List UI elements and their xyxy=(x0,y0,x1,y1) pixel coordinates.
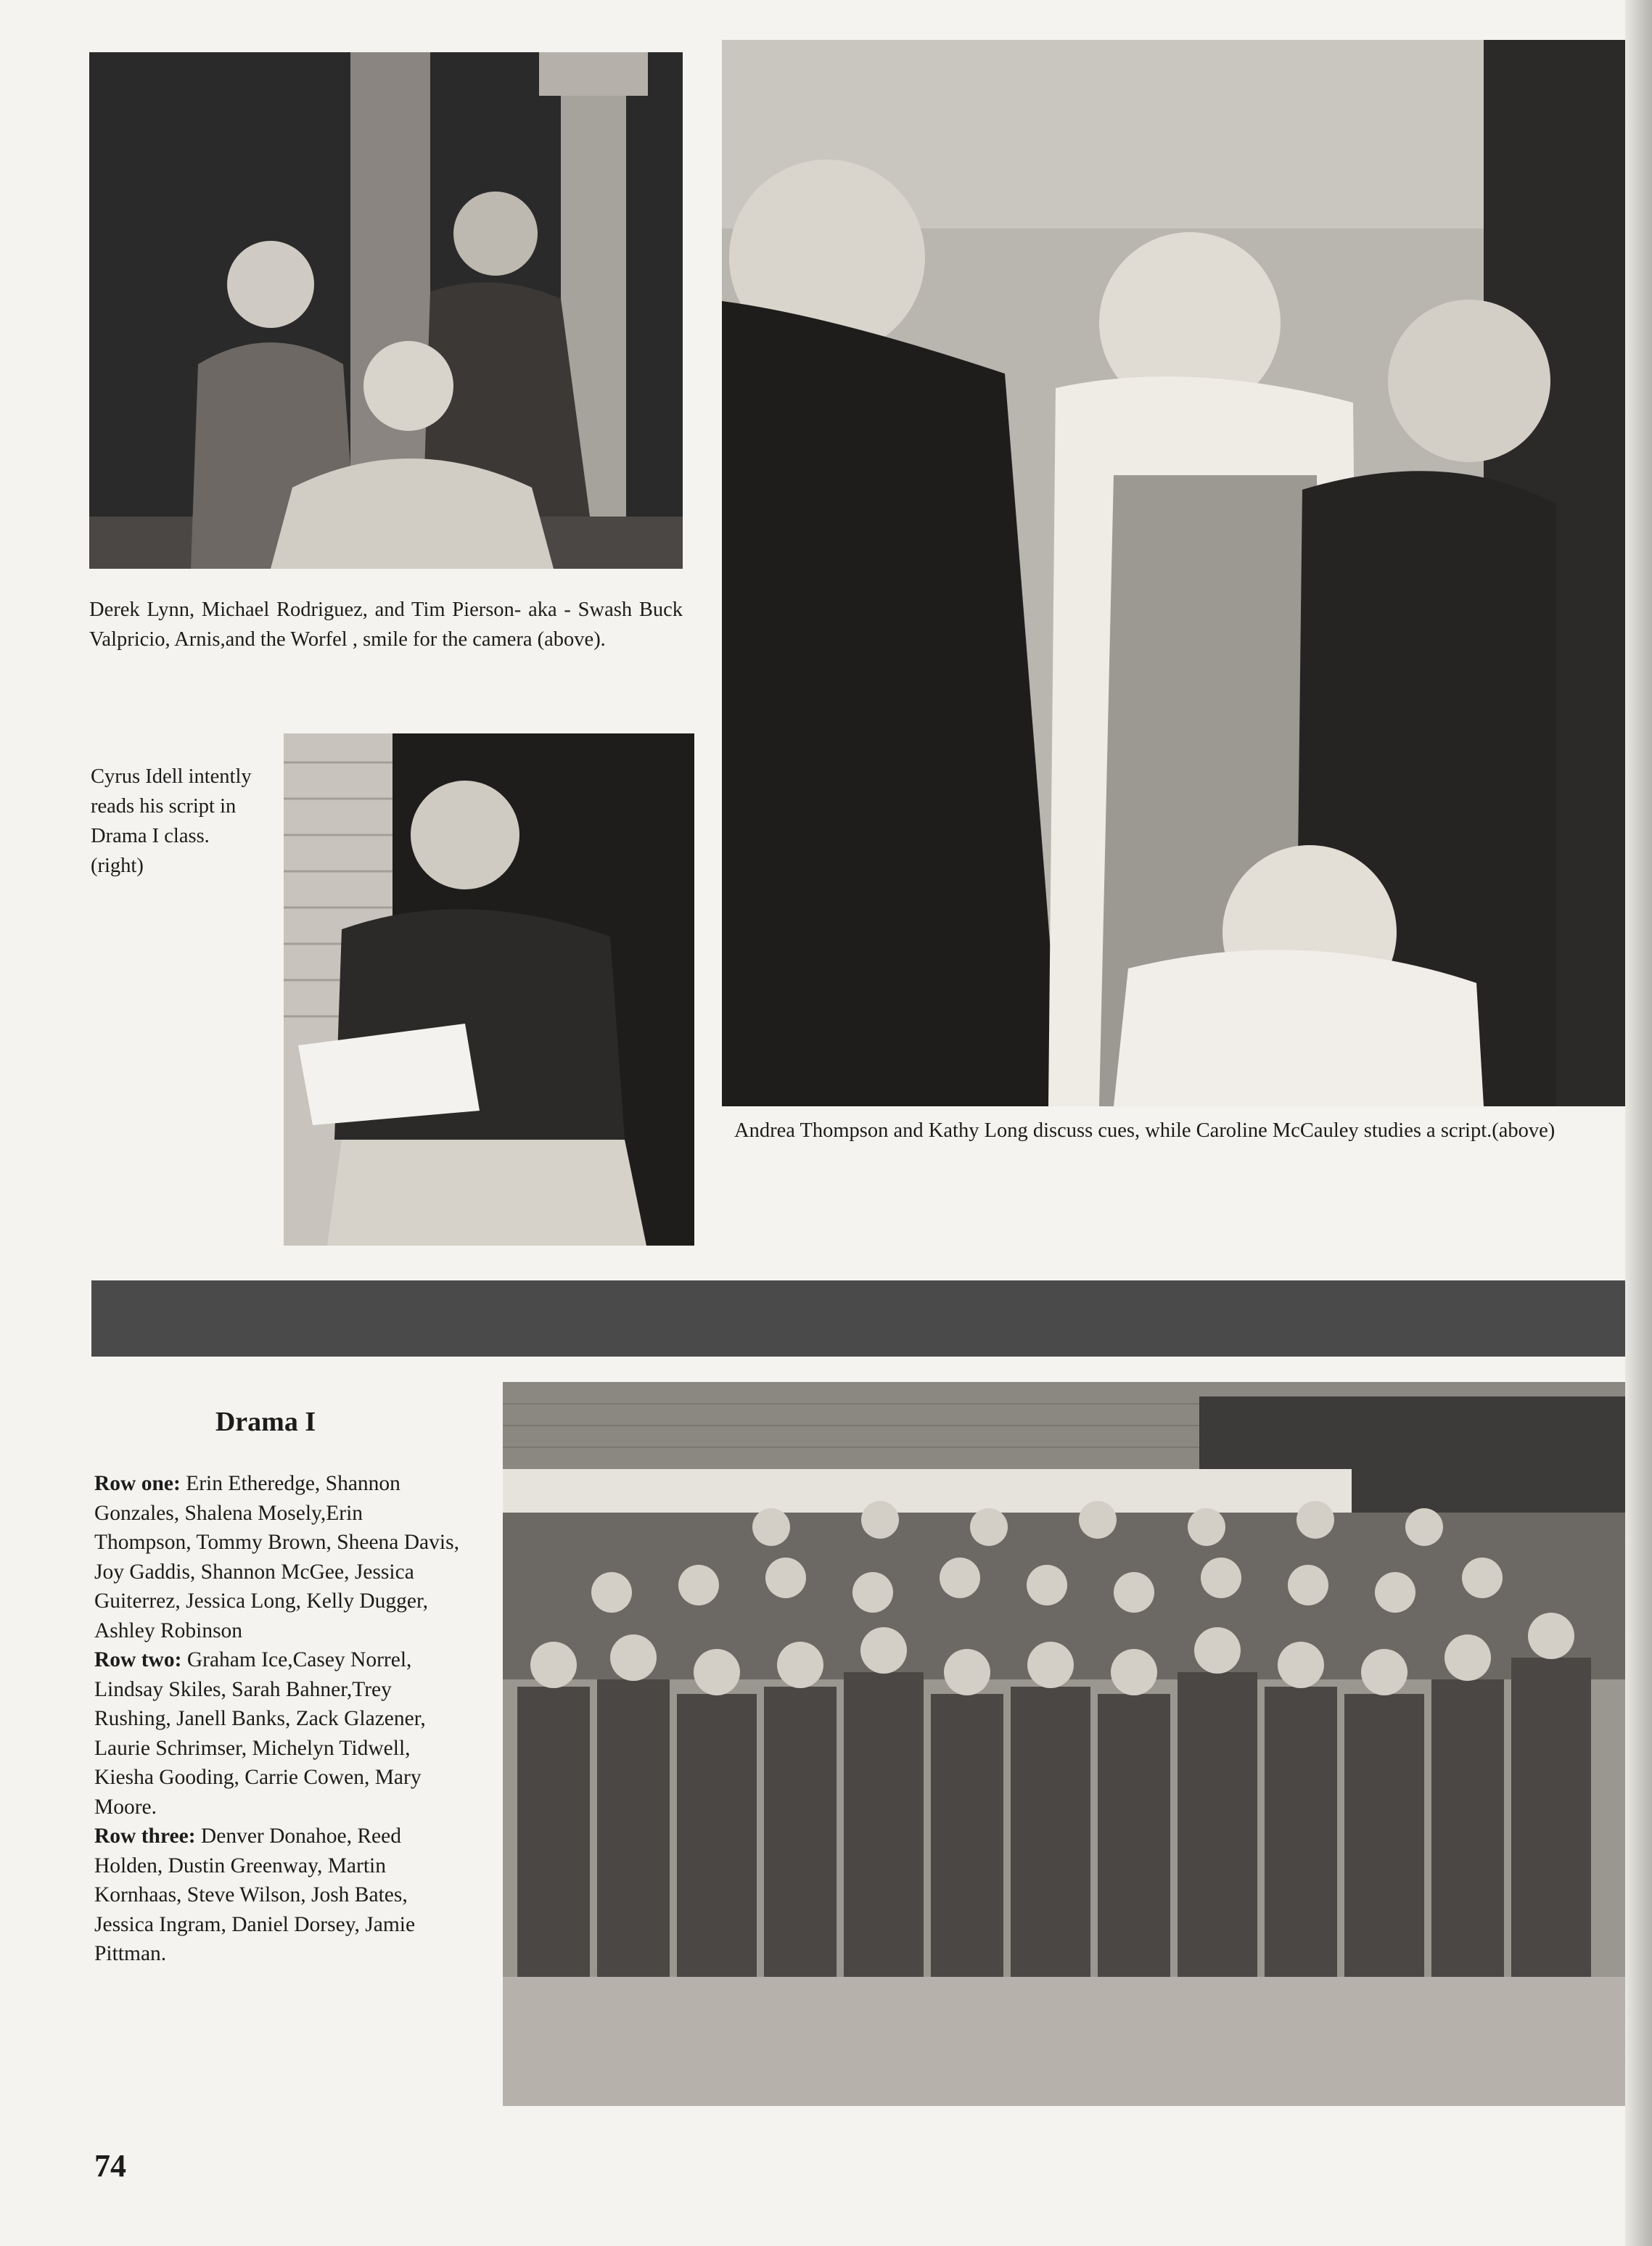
caption-students-discussing-cues: Andrea Thompson and Kathy Long discuss cues, while Caroline McCauley studies a script.(above) xyxy=(734,1119,1556,1142)
roster-row-two-names: Graham Ice,Casey Norrel, Lindsay Skiles, Sarah Bahner,Trey Rushing, Janell Banks, Zack Glazener, Laurie Schrimser, Michelyn Tidwell, Kiesha Gooding, Carrie Cowen, Mary Moore. xyxy=(94,1648,426,1819)
roster-row-three-label: Row three: xyxy=(94,1825,196,1848)
class-roster xyxy=(94,1469,464,1969)
photo-students-discussing-cues xyxy=(722,40,1625,1106)
photo-drama-class-group xyxy=(503,1382,1625,2106)
roster-row-two xyxy=(94,1645,464,1822)
photo-costumed-students xyxy=(89,52,683,569)
caption-student-reading-script: Cyrus Idell intently reads his script in Drama I class.(right) xyxy=(91,765,252,877)
section-title: Drama I xyxy=(215,1407,316,1437)
roster-row-three xyxy=(94,1822,464,1969)
section-divider-band xyxy=(91,1280,1625,1357)
roster-row-two-label: Row two: xyxy=(94,1648,182,1671)
photo-student-reading-script xyxy=(284,733,694,1246)
roster-row-one-label: Row one: xyxy=(94,1472,181,1495)
roster-row-one xyxy=(94,1469,464,1645)
caption-costumed-students: Derek Lynn, Michael Rodriguez, and Tim Pierson- aka - Swash Buck Valpricio, Arnis,and the Worfel , smile for the camera (above). xyxy=(89,598,683,651)
page-binding-edge xyxy=(1625,0,1652,2246)
roster-row-one-names: Erin Etheredge, Shannon Gonzales, Shalena Mosely,Erin Thompson, Tommy Brown, Sheena Davis, Joy Gaddis, Shannon McGee, Jessica Guiterrez, Jessica Long, Kelly Dugger, Ashley Robinson xyxy=(94,1472,459,1642)
page-number: 74 xyxy=(94,2148,126,2184)
roster-row-three-names: Denver Donahoe, Reed Holden, Dustin Greenway, Martin Kornhaas, Steve Wilson, Josh Bates, Jessica Ingram, Daniel Dorsey, Jamie Pittman. xyxy=(94,1825,416,1965)
